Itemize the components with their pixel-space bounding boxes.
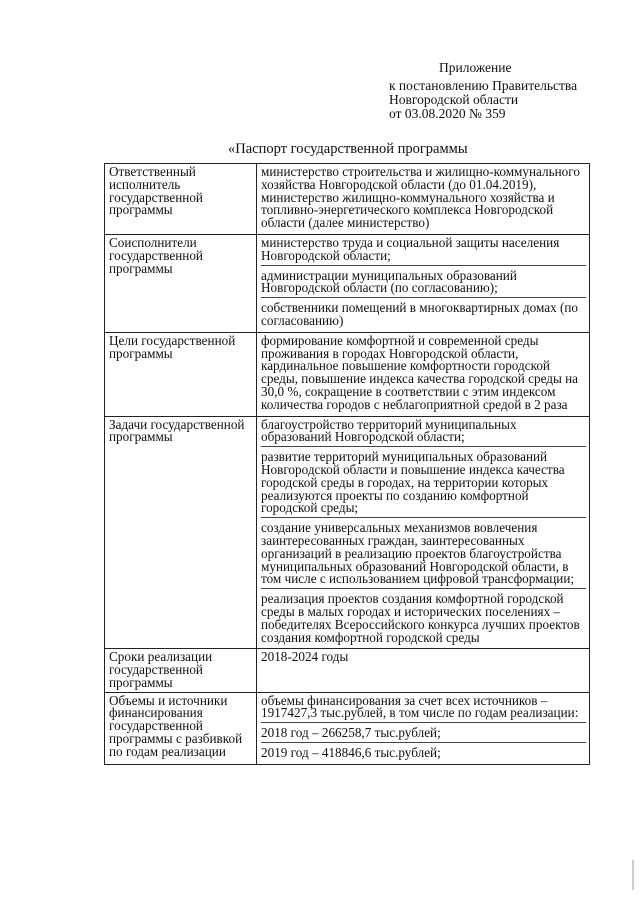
page-title: «Паспорт государственной программы [228,141,468,157]
content-item: 2018 год – 266258,7 тыс.рублей; [261,727,586,743]
row-label: Задачи государственной программы [105,416,257,649]
content-item: создание универсальных механизмов вовлечения заинтересованных граждан, заинтересованных организаций в реализацию проектов благоустройства муниципальных образований Новгородской области, в том числе с использованием цифровой трансформации; [261,522,586,589]
content-item: 2019 год – 418846,6 тыс.рублей; [261,745,441,761]
content-item: администрации муниципальных образований Новгородской области (по согласованию); [261,270,586,299]
scan-edge-mark [632,860,634,890]
row-content [257,649,590,692]
table-row [105,692,590,764]
table-row [105,234,590,332]
table-row [105,649,590,692]
row-label: Ответственный исполнитель государственной программы [105,164,257,235]
content-item: благоустройство территорий муниципальных образований Новгородской области; [261,419,586,448]
region-line: Новгородской области [389,92,519,107]
content-item: развитие территорий муниципальных образований Новгородской области и повышение индекса качества городской среды в городах, на территории которых реализуются проекты по созданию комфортной городской среды; [261,451,586,518]
row-label: Объемы и источники финансирования государственной программы с разбивкой по годам реализации [105,692,257,764]
date-number-line: от 03.08.2020 № 359 [389,106,506,121]
resolution-line: к постановлению Правительства [389,78,578,93]
content-item: собственники помещений в многоквартирных домах (по согласованию) [261,300,579,328]
appendix-label: Приложение [439,60,512,75]
table-row [105,164,590,235]
content-item: министерство строительства и жилищно-коммунального хозяйства Новгородской области (до 01.04.2019), министерство жилищно-коммунального хозяйства и топливно-энергетического комплекса Новгородской области (далее министерство) [261,164,580,231]
row-label: Соисполнители государственной программы [105,234,257,332]
content-item: формирование комфортной и современной среды проживания в городах Новгородской области, кардинальное повышение комфортности городской среды, повышение индекса качества городской среды на 30,0 %, сокращение в соответствии с этим индексом количества городов с неблагоприятной средой в 2 раза [261,332,579,412]
content-item: министерство труда и социальной защиты населения Новгородской области; [261,237,586,266]
row-label: Сроки реализации государственной программы [105,649,257,692]
content-item: объемы финансирования за счет всех источников – 1917427,3 тыс.рублей, в том числе по годам реализации: [261,695,586,724]
row-content [257,692,590,764]
content-item: 2018-2024 годы [261,649,349,665]
content-item: реализация проектов создания комфортной городской среды в малых городах и исторических поселениях – победителях Всероссийского конкурса лучших проектов создания комфортной городской среды [261,591,580,645]
table-row [105,416,590,649]
table-row [105,332,590,416]
row-label: Цели государственной программы [105,332,257,416]
row-content [257,164,590,235]
row-content [257,234,590,332]
row-content [257,416,590,649]
passport-table [104,163,590,765]
row-content [257,332,590,416]
